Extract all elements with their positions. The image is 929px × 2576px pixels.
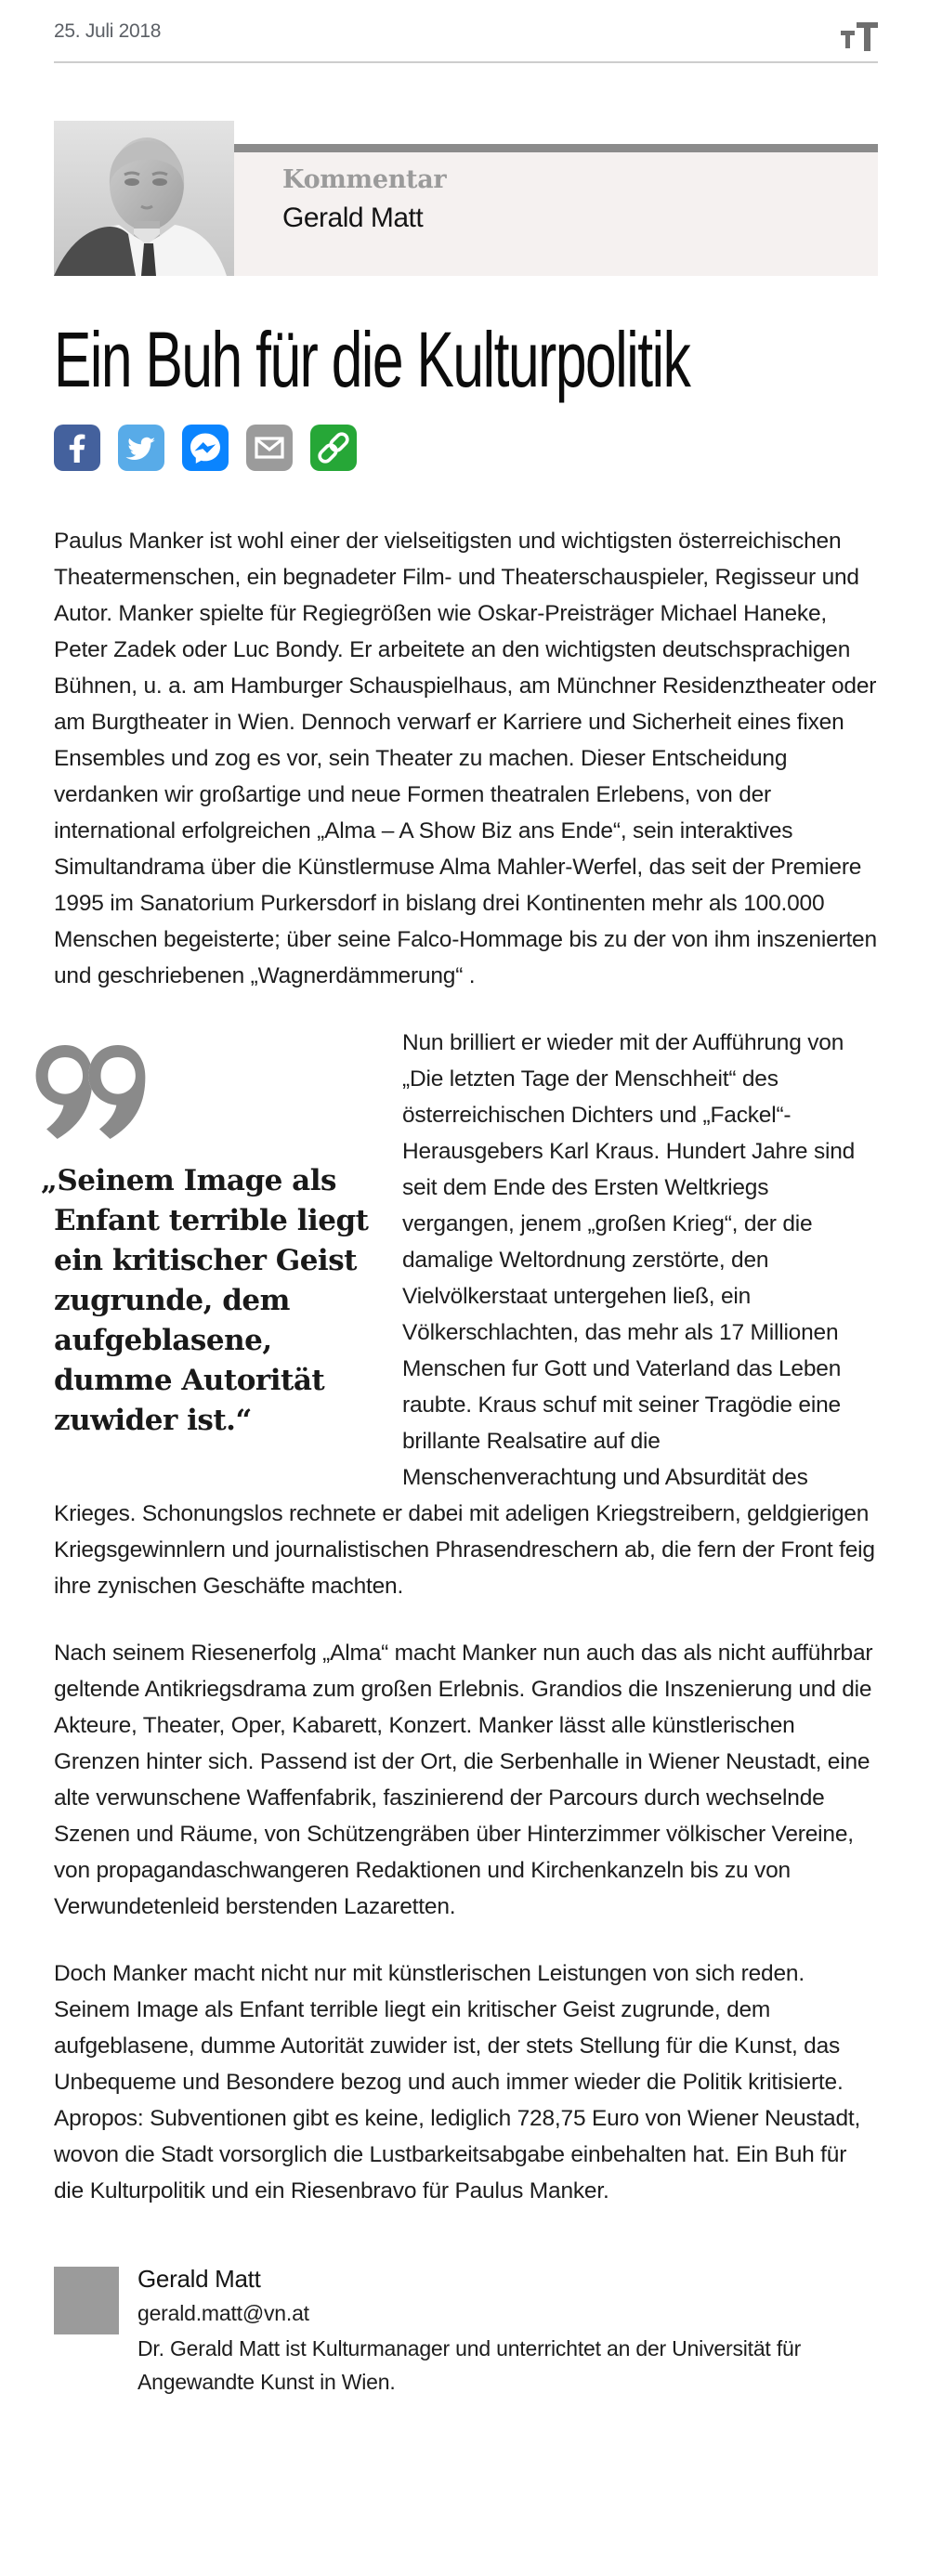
- paragraph: Paulus Manker ist wohl einer der vielseitigsten und wichtigsten österreichischen Theatermenschen, ein begnadeter Film- und Theaterschauspieler, Regisseur und Autor. Manker spielte für Regiegrößen wie Oskar-Preisträger Michael Haneke, Peter Zadek oder Luc Bondy. Er arbeitete an den wichtigsten deutschsprachigen Bühnen, u. a. am Hamburger Schauspielhaus, am Münchner Residenztheater oder am Burgtheater in Wien. Dennoch verwarf er Karriere und Sicherheit eines fixen Ensembles und zog es vor, sein Theater zu machen. Dieser Entscheidung verdanken wir großartige und neue Formen theatralen Erlebens, von der international erfolgreichen „Alma – A Show Biz ans Ende“, sein interaktives Simultandrama über die Künstlermuse Alma Mahler-Werfel, das seit der Premiere 1995 im Sanatorium Purkersdorf in bislang drei Kontinenten mehr als 100.000 Menschen begeisterte; über seine Falco-Hommage bis zu der von ihm inszenierten und geschriebenen „Wagnerdämmerung“ .: [54, 529, 877, 988]
- share-facebook-button[interactable]: [54, 425, 100, 471]
- paragraph: Nun brilliert er wieder mit der Aufführung von „Die letzten Tage der Menschheit“ des österreichischen Dichters und „Fackel“-Herausgebers Karl Kraus. Hundert Jahre sind seit dem Ende des Ersten Weltkriegs vergangen, jenem „großen Krieg“, der die damalige Weltordnung zerstörte, den Vielvölkerstaat untergehen ließ, ein Völkerschlachten, das mehr als 17 Millionen Menschen fur Gott und Vaterland das Leben raubte. Kraus schuf mit seiner Tragödie eine brillante Realsatire auf die Menschenverachtung und Absurdität des Krieges. Schonungslos rechnete er dabei mit adeligen Kriegstreibern, geldgierigen Kriegsgewinnlern und journalistischen Phrasendreschern ab, die fern der Front feig ihre zynischen Geschäfte machten.: [54, 1030, 875, 1599]
- share-email-button[interactable]: [246, 425, 293, 471]
- link-icon: [311, 425, 356, 470]
- footer-author-name: Gerald Matt: [137, 2265, 261, 2293]
- top-bar: [54, 0, 878, 54]
- share-twitter-button[interactable]: [118, 425, 164, 471]
- email-icon: [247, 425, 292, 470]
- paragraph-with-pull-quote: [41, 1025, 878, 1604]
- article-body: [41, 523, 878, 2209]
- share-messenger-button[interactable]: [182, 425, 229, 471]
- share-link-button[interactable]: [310, 425, 357, 471]
- twitter-icon: [119, 425, 164, 470]
- pull-quote-text: „Seinem Image als Enfant terrible liegt ein kritischer Geist zugrunde, dem aufgeblasene, dumme Autorität zuwider ist.“: [41, 1164, 369, 1437]
- paragraph: Doch Manker macht nicht nur mit künstlerischen Leistungen von sich reden. Seinem Image als Enfant terrible liegt ein kritischer Geist zugrunde, dem aufgeblasene, dumme Autorität zuwider ist, der stets Stellung für die Kunst, das Unbequeme und Besondere bezog und auch immer wieder die Politik kritisierte. Apropos: Subventionen gibt es keine, lediglich 728,75 Euro von Wiener Neustadt, wovon die Stadt vorsorglich die Lustbarkeitsabgabe einbehalten hat. Ein Buh für die Kulturpolitik und ein Riesenbravo für Paulus Manker.: [54, 1961, 861, 2203]
- footer-author-email[interactable]: gerald.matt@vn.at: [137, 2301, 309, 2325]
- text-size-icon-glyph: [841, 22, 878, 56]
- footer-author-bio: Dr. Gerald Matt ist Kulturmanager und unterrichtet an der Universität für Angewandte Kunst in Wien.: [137, 2336, 802, 2394]
- author-footer-text: [137, 2267, 878, 2399]
- pull-quote: [41, 1025, 402, 1450]
- author-footer-card: [54, 2267, 878, 2399]
- avatar-placeholder: [54, 2267, 119, 2334]
- paragraph: Nach seinem Riesenerfolg „Alma“ macht Manker nun auch das als nicht aufführbar geltende Antikriegsdrama zum großen Erlebnis. Grandios die Inszenierung und die Akteure, Theater, Oper, Kabarett, Konzert. Manker lässt alle künstlerischen Grenzen hinter sich. Passend ist der Ort, die Serbenhalle in Wiener Neustadt, eine alte verwunschene Waffenfabrik, faszinierend der Parcours durch wechselnde Szenen und Räume, von Schützengräben über Hinterzimmer völkischer Vereine, von propagandaschwangeren Redaktionen und Kirchenkanzeln bis zu von Verwundetenleid berstenden Lazaretten.: [54, 1641, 873, 1919]
- messenger-icon: [183, 425, 228, 470]
- share-button-row: [54, 425, 878, 471]
- author-box: [54, 121, 878, 276]
- publish-date: 25. Juli 2018: [54, 20, 162, 42]
- kicker-label: Kommentar: [282, 165, 447, 194]
- facebook-icon: [55, 425, 99, 470]
- author-portrait-photo: [54, 121, 234, 276]
- text-size-icon[interactable]: [841, 22, 878, 60]
- page-title: Ein Buh für die Kulturpolitik: [54, 316, 690, 403]
- quote-marks-icon: [33, 1045, 150, 1139]
- top-divider: [54, 61, 878, 63]
- author-name: Gerald Matt: [282, 203, 424, 233]
